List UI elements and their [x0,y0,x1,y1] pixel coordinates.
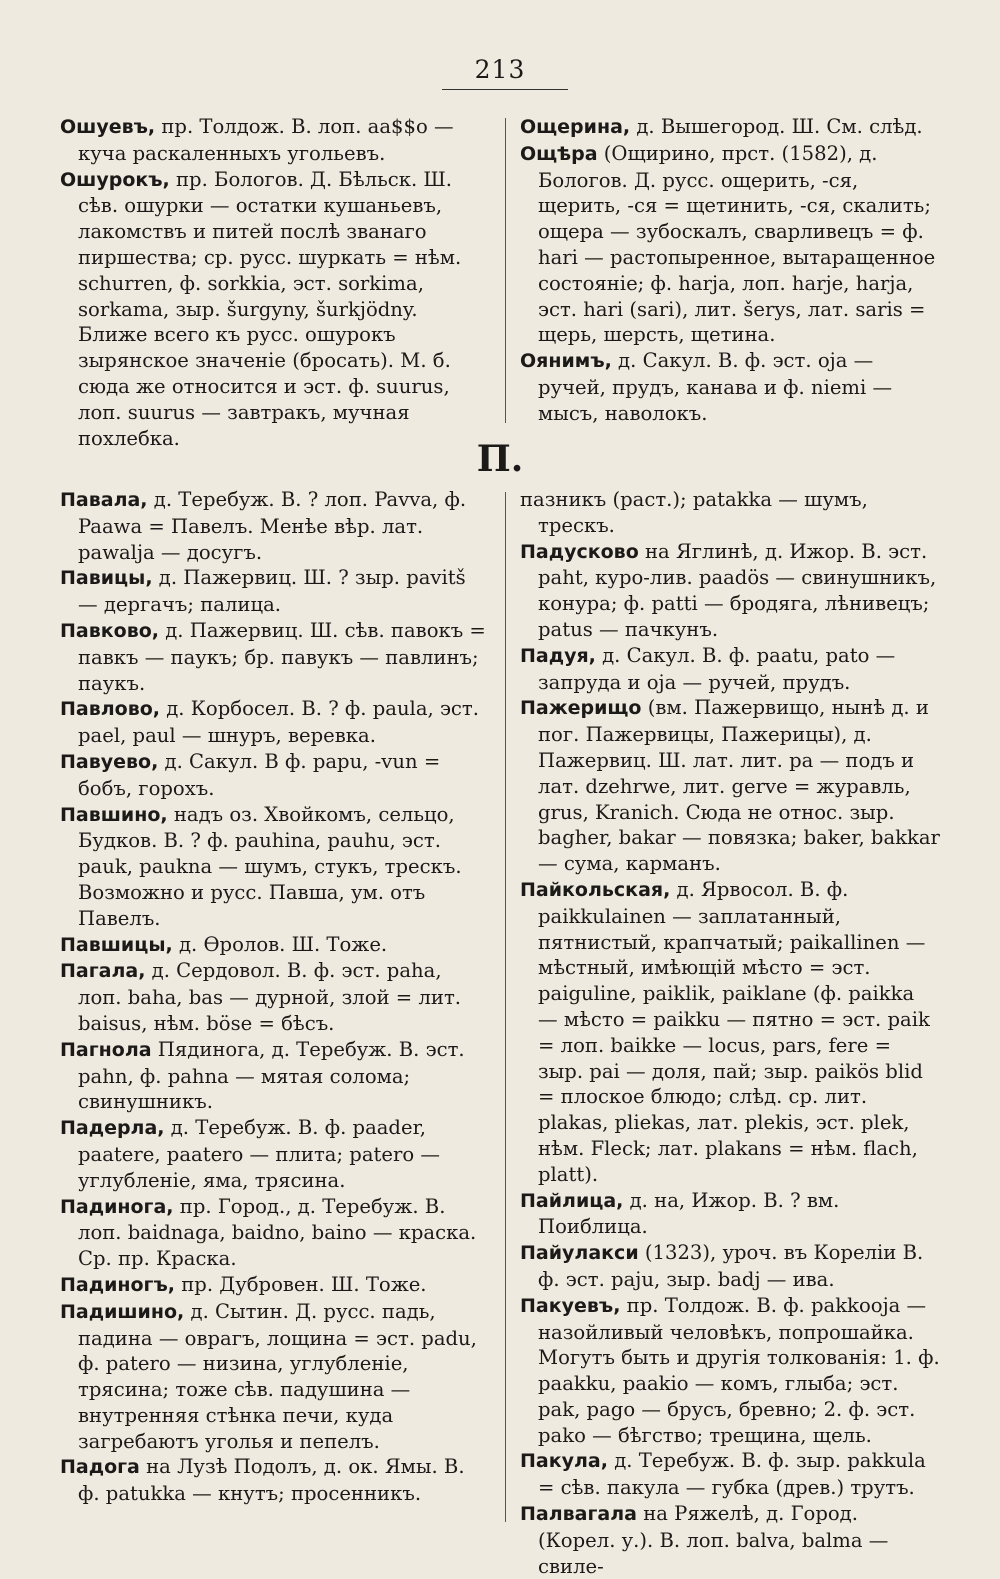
entry-definition: д. Теребуж. В. ? лоп. Pavva, ф. Paawa = Павелъ. Менѣе вѣр. лат. pawalja — досугъ. [78,488,467,564]
dictionary-entry [60,1299,490,1455]
entry-headword: Пакула, [520,1450,608,1473]
page-number: 213 [474,55,526,84]
section-heading: П. [476,438,524,480]
entry-definition: на Яглинѣ, д. Ижор. В. эст. paht, куро-лив. paadös — свинушникъ, конура; ф. patti — бродяга, лѣнивецъ; patus — пачкунъ. [538,539,937,641]
dictionary-entry [60,958,490,1036]
dictionary-entry [520,114,940,141]
column-top-left [60,114,490,450]
dictionary-entry [60,114,490,167]
dictionary-entry [60,1454,490,1507]
entry-definition: на Лузѣ Подолъ, д. ок. Ямы. В. ф. patukka — кнутъ; просенникъ. [78,1455,465,1506]
entry-definition: (Ощирино, прст. (1582), д. Бологов. Д. русс. ощерить, -ся, щерить, -ся = щетинить, -ся, скалить; ощера — зубоскалъ, сварливецъ = ф. hari — растопыренное, вытаращенное состояніе; ф. harja, лоп. harje, harja, эст. hari (sari), лит. šerys, лат. saris = щерь, шерсть, щетина. [538,141,936,347]
dictionary-entry [60,1272,490,1299]
entry-headword: Пагнола [60,1038,152,1061]
dictionary-entry [520,1501,940,1579]
entry-definition: д. Теребуж. В. ф. paader, paatere, paatero — плита; patero — углубленіе, яма, трясина. [78,1116,440,1192]
column-divider-top [505,118,506,423]
page-number-rule [442,89,568,90]
entry-headword: Павлово, [60,698,161,721]
dictionary-entry [60,932,490,959]
dictionary-entry [520,643,940,696]
entry-headword: Падусково [520,540,639,563]
dictionary-entry [520,695,940,877]
entry-headword: Ошуевъ, [60,116,156,138]
entry-definition: д. Сытин. Д. русс. падь, падина — оврагъ, лощина = эст. padu, ф. patero — низина, углубленіе, трясина; тоже сѣв. падушина — внутренняя стѣнка печи, куда загребаютъ уголья и пепелъ. [78,1299,477,1453]
dictionary-entry [60,487,490,565]
entry-headword: Павково, [60,619,159,642]
dictionary-entry [60,696,490,749]
dictionary-entry [520,487,940,539]
entry-definition: Пядинога, д. Теребуж. В. эст. pahn, ф. pahna — мятая солома; свинушникъ. [78,1037,465,1114]
entry-headword: Павшицы, [60,933,173,956]
entry-definition: д. Сакул. В. ф. эст. oja — ручей, прудъ, канава и ф. niemi — мысъ, наволокъ. [538,349,893,425]
dictionary-entry [60,802,490,932]
entry-headword: Павуево, [60,750,159,773]
entry-definition: д. Ѳролов. Ш. Тоже. [172,932,388,956]
entry-definition: д. Сакул. В ф. papu, -vun = бобъ, горохъ. [78,749,441,800]
entry-headword: Пайлица, [520,1189,624,1212]
entry-definition: д. Сердовол. В. ф. эст. paha, лоп. baha, bas — дурной, злой = лит. baisus, нѣм. böse = бѣсъ. [78,959,462,1035]
dictionary-entry [520,1448,940,1501]
dictionary-entry [60,565,490,618]
entry-definition: (1323), уроч. въ Кореліи В. ф. эст. paju, зыр. badj — ива. [538,1241,924,1291]
dictionary-entry [60,167,490,452]
entry-headword: Падишино, [60,1300,185,1323]
entry-definition: пр. Дубровен. Ш. Тоже. [174,1272,427,1296]
dictionary-entry [60,1115,490,1193]
dictionary-entry [60,749,490,802]
entry-headword: Павицы, [60,567,153,590]
entry-definition: пр. Толдож. В. ф. pakkooja — назойливый человѣкъ, попрошайка. Могутъ быть и другія толкованія: 1. ф. paakku, paakio — комъ, глыба; эст. pak, pago — брусъ, бревно; 2. ф. эст. pako — бѣгство; трещина, щель. [538,1293,940,1447]
dictionary-entry [520,1293,940,1449]
entry-headword: Падинога, [60,1195,174,1218]
entry-definition: пр. Бологов. Д. Бѣльск. Ш. сѣв. ошурки — остатки кушаньевъ, лакомствъ и питей послѣ званаго пиршества; ср. русс. шуркать = нѣм. schurren, ф. sorkkia, эст. sorkima, sorkama, зыр. šurgyny, šurkjödny. Ближе всего къ русс. ошурокъ зырянское значеніе (бросать). М. б. сюда же относится и эст. ф. suurus, лоп. suurus — завтракъ, мучная похлебка. [78,167,462,450]
dictionary-entry [520,348,940,426]
dictionary-entry [520,539,940,643]
entry-definition: д. Ярвосол. В. ф. paikkulainen — заплатанный, пятнистый, крапчатый; paikallinen — мѣстный, имѣющій мѣсто = эст. paiguline, paiklik, paiklane (ф. paikka — мѣсто = paikku — пятно = эст. paik = лоп. baikke — locus, pars, fere = зыр. pai — доля, пай; зыр. paikös blid = плоское блюдо; слѣд. ср. лит. plakas, pliekas, лат. plekis, эст. plek, нѣм. Fleck; лат. plakans = нѣм. flach, platt). [538,877,930,1186]
entry-definition: надъ оз. Хвойкомъ, сельцо, Будков. В. ? ф. pauhina, pauhu, эст. pauk, paukna — шумъ, стукъ, трескъ. Возможно и русс. Павша, ум. отъ Павелъ. [78,802,462,930]
column-divider-main [505,492,506,1522]
entry-definition: д. Корбосел. В. ? ф. paula, эст. pael, paul — шнуръ, веревка. [78,697,479,748]
entry-definition: д. Теребуж. В. ф. зыр. pakkula = сѣв. пакула — губка (древ.) трутъ. [538,1449,926,1500]
dictionary-entry [520,1240,940,1293]
entry-headword: Палвагала [520,1503,637,1526]
entry-headword: Ощерина, [520,116,631,138]
entry-definition: д. Пажервиц. Ш. сѣв. павокъ = павкъ — паукъ; бр. павукъ — павлинъ; паукъ. [78,618,486,695]
entry-definition: пазникъ (раст.); patakka — шумъ, трескъ. [520,488,868,537]
column-left [60,487,490,1537]
dictionary-entry [520,1188,940,1241]
entry-headword: Падиногъ, [60,1273,175,1296]
entry-definition: д. Вышегород. Ш. См. слѣд. [630,115,923,138]
entry-definition: (вм. Пажервищо, нынѣ д. и пог. Пажервицы, Пажерицы), д. Пажервиц. Ш. лат. лит. pa — подъ и лат. dzehrwe, лит. gerve = журавль, grus, Kranich. Сюда не относ. зыр. bagher, bakar — повязка; baker, bakkar — сума, карманъ. [538,696,940,876]
entry-headword: Павала, [60,489,148,511]
dictionary-entry [60,618,490,696]
entry-definition: на Ряжелѣ, д. Город. (Корел. у.). В. лоп. balva, balma — свиле- [538,1502,889,1578]
dictionary-entry [60,1194,490,1272]
entry-headword: Ошурокъ, [60,168,170,191]
entry-headword: Ощѣра [520,142,598,165]
column-top-right [520,114,940,426]
entry-headword: Пайулакси [520,1242,639,1265]
entry-headword: Пакуевъ, [520,1294,621,1317]
entry-definition: д. на, Ижор. В. ? вм. Поиблица. [538,1188,840,1239]
dictionary-entry [60,1037,490,1115]
entry-definition: д. Сакул. В. ф. paatu, pato — запруда и oja — ручей, прудъ. [538,643,896,694]
entry-headword: Пайкольская, [520,878,671,901]
entry-headword: Падуя, [520,644,596,667]
entry-definition: пр. Толдож. В. лоп. aa$$o — куча раскаленныхъ угольевъ. [78,115,454,165]
entry-headword: Павшино, [60,803,168,826]
dictionary-entry [520,141,940,348]
column-right [520,487,940,1578]
entry-definition: д. Пажервиц. Ш. ? зыр. pavitš — дергачъ; палица. [78,566,466,617]
entry-headword: Пажерищо [520,697,642,720]
entry-headword: Падерла, [60,1117,165,1140]
dictionary-entry [520,877,940,1188]
entry-headword: Падога [60,1456,140,1479]
entry-headword: Пагала, [60,960,146,983]
entry-headword: Оянимъ, [520,350,612,373]
entry-definition: пр. Город., д. Теребуж. В. лоп. baidnaga, baidno, baino — краска. Ср. пр. Краска. [78,1194,477,1271]
